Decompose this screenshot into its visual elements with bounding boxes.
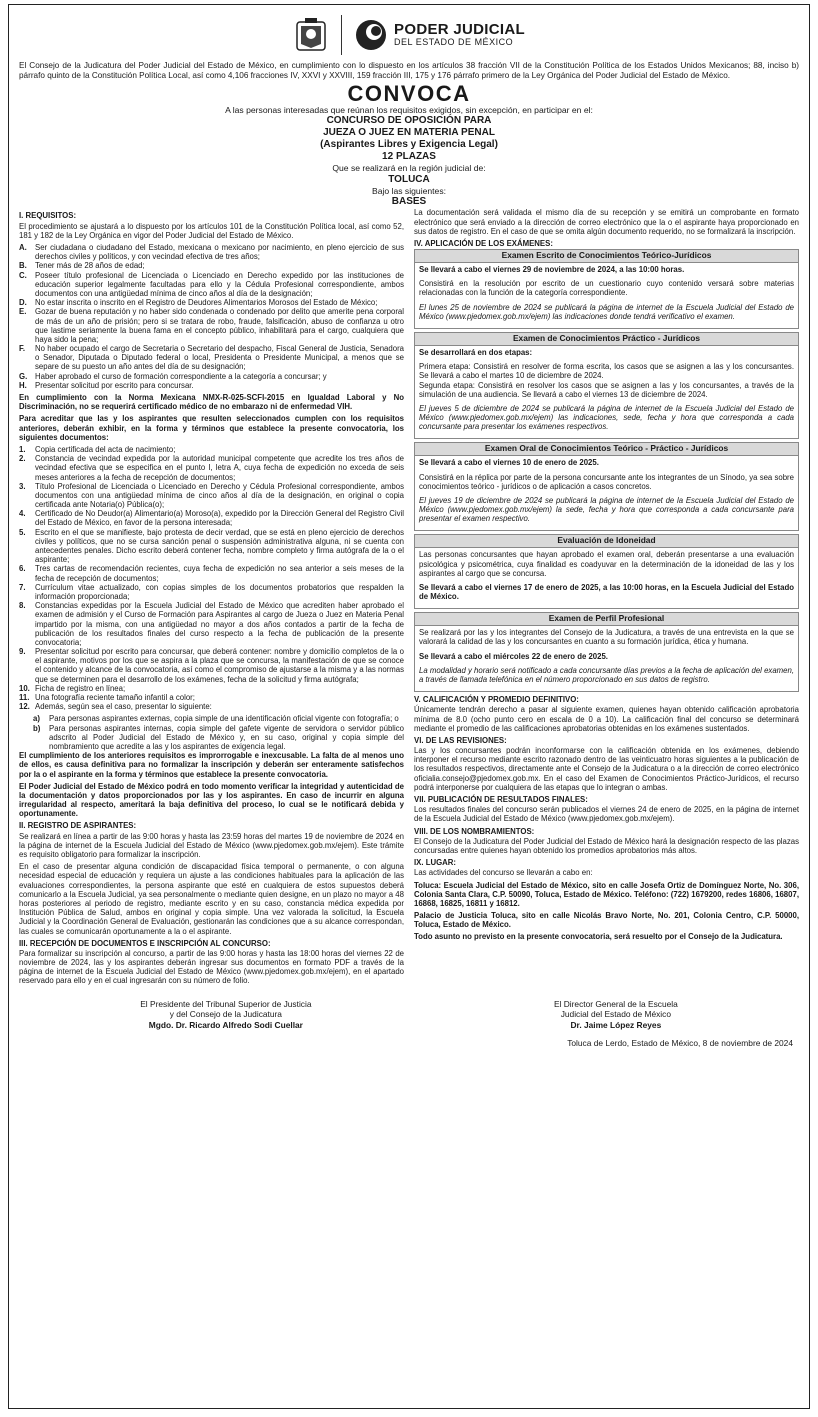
revisions-text: Las y los concursantes podrán inconformarse con la calificación obtenida en los exámenes, debiendo interponer el recurso mediante escrito razonado dentro de las veinticuatro horas siguientes a la publicación de los resultados respectivos, directamente ante el Consejo de la Judicatura o a la dirección de correo electrónico oficialia.consejo@pjedomex.gob.mx. En el caso del Examen de Conocimientos Práctico-Jurídicos, el recurso podrá interponerse por cualquiera de las etapas que lo integran o ambas. [414, 746, 799, 792]
exam-box-title: Examen Oral de Conocimientos Teórico - Práctico - Jurídicos [415, 443, 798, 456]
exam-box-title: Examen de Conocimientos Práctico - Jurídicos [415, 333, 798, 346]
documents-sublist [19, 714, 404, 751]
poder-judicial-logo-icon [354, 18, 388, 52]
brand [354, 18, 525, 52]
disability-text: En el caso de presentar alguna condición de discapacidad física temporal o permanente, o con alguna necesidad especial de educación y requiera un ajuste a las condiciones habituales para la aplicación de las evaluaciones correspondientes, la persona aspirante que esté en cualquiera de estos supuestos deberá comunicarlo a la Escuela Judicial, ya sea personalmente o mediante quien designe, en un plazo no mayor a 48 horas posteriores al periodo de registro, mediante escrito y en su caso, constancia médica expedida por Institución Pública de Salud, ambos en original y copia simple. Una vez valorada la solicitud, la Escuela Judicial y la Coordinación General de Evaluación, gestionarán las condiciones que a su alcance correspondan, las cuales se comunicarán oportunamente a la o el aspirante. [19, 862, 404, 936]
list-item: 9. Presentar solicitud por escrito para concursar, que deberá contener: nombre y domicilio completos de la o el aspirante, motivos por los que se aspira a la plaza que se concursa, la manifestación de que se conoce el contenido y alcance de la convocatoria, así como el compromiso de ajustarse a la misma y a las normas que se determinen para el desarrollo de los exámenes, fecha de la solicitud y firma autógrafa; [19, 647, 404, 684]
contest-line-2: JUEZA O JUEZ EN MATERIA PENAL [323, 127, 495, 139]
exam-note: El jueves 19 de diciembre de 2024 se publicará la página de internet de la Escuela Judicial del Estado de México (www.pjedomex.gob.mx/ejem) la sede, fecha y hora que corresponda a cada concursante para presentar el examen respectivo. [419, 495, 794, 524]
list-item: D. No estar inscrita o inscrito en el Registro de Deudores Alimentarios Morosos del Estado de México; [19, 298, 378, 308]
list-item: 11. Una fotografía reciente tamaño infantil a color; [19, 693, 195, 703]
exam-description: Consistirá en la réplica por parte de la persona concursante ante los integrantes de un Sínodo, ya sea sobre conocimientos teórico - jurídicos o de aplicación a casos concretos. [419, 472, 794, 491]
list-item: F. No haber ocupado el cargo de Secretaria o Secretario del despacho, Fiscal General de Justicia, Senadora o Senador, Diputada o Diputado federal o local, Presidenta o Presidente Municipal, a menos que se separe de su puesto un año antes del día de su designación; [19, 344, 404, 372]
requirements-list [19, 243, 404, 390]
list-item: C. Poseer título profesional de Licenciada o Licenciado en Derecho expedido por las instituciones de educación superior legalmente facultadas para ello y la Cédula Profesional correspondiente, ambos documentos con una antigüedad mínima de cinco años al día de la designación; [19, 270, 404, 298]
exam-box-profile [414, 612, 799, 692]
list-item: 4. Certificado de No Deudor(a) Alimentario(a) Moroso(a), expedido por la Dirección General del Registro Civil del Estado de México, en favor de la persona interesada; [19, 509, 404, 528]
signature-left: El Presidente del Tribunal Superior de Justicia y del Consejo de la Judicatura Mgdo. Dr. Ricardo Alfredo Sodi Cuellar [140, 998, 312, 1030]
place-text: Las actividades del concurso se llevarán a cabo en: [414, 868, 593, 878]
brand-subtitle: DEL ESTADO DE MÉXICO [394, 37, 514, 48]
header-divider [341, 15, 342, 55]
exam-date: Se llevará a cabo el viernes 17 de enero de 2025, a las 10:00 horas, en la Escuela Judicial del Estado de México. [419, 582, 794, 602]
list-item: E. Gozar de buena reputación y no haber sido condenada o condenado por delito que amerite pena corporal de más de un año de prisión; pero si se tratara de robo, fraude, falsificación, abuso de confianza u otro que lastime seriamente la buena fama en el concepto público, inhabilitará para el cargo, cualquiera que haya sido la pena; [19, 307, 404, 344]
body-columns [19, 208, 799, 988]
exam-intro: Se desarrollará en dos etapas: [419, 347, 533, 357]
exam-box-idoneidad [414, 534, 799, 609]
list-item: A. Ser ciudadana o ciudadano del Estado, mexicana o mexicano por nacimiento, en pleno ejercicio de sus derechos civiles y políticos, y con vecindad efectiva de tres años; [19, 243, 404, 262]
signatures [19, 999, 799, 1031]
documents-intro: Para acreditar que las y los aspirantes que resulten seleccionados cumplen con los requisitos anteriores, deberán exhibir, en la forma y términos que establece la presente convocatoria, los siguientes documentos: [19, 414, 404, 442]
verification-notice: El Poder Judicial del Estado de México podrá en todo momento verificar la integridad y autenticidad de la documentación y datos proporcionados por las y los aspirantes. En caso de incurrir en alguna irregularidad al respecto, ameritará la baja definitiva del proceso, lo cual se le notificará debida y oportunamente. [19, 781, 404, 819]
list-item: 2. Constancia de vecindad expedida por la autoridad municipal competente que acredite los tres años de vecindad efectiva que se especifica en el punto I, letra A, cuya fecha de expedición no exceda de seis meses anteriores a la fecha de recepción de documentos; [19, 454, 404, 482]
list-item: 7. Currículum vitae actualizado, con copias simples de los documentos probatorios que respalden la información proporcionada; [19, 582, 404, 601]
exam-box-title: Evaluación de Idoneidad [415, 535, 798, 548]
contest-line-1: CONCURSO DE OPOSICIÓN PARA [326, 115, 492, 127]
section-registration-title: II. REGISTRO DE ASPIRANTES: [19, 821, 137, 831]
list-item: 3. Título Profesional de Licenciada o Licenciado en Derecho y Cédula Profesional correspondiente, ambos documentos con una antigüedad mínima de cinco años al día de la designación, en original o copia certificada ante Notaria(o) Pública(o); [19, 481, 404, 510]
exam-box-practical [414, 332, 799, 439]
exam-note: La modalidad y horario será notificado a cada concursante días previos a la fecha de aplicación del examen, a través de llamada telefónica en el número proporcionado en sus datos de registro. [419, 665, 794, 684]
subtitle: A las personas interesadas que reúnan los requisitos exigidos, sin excepción, en participar en el: [225, 105, 593, 115]
place-and-date: Toluca de Lerdo, Estado de México, 8 de noviembre de 2024 [567, 1038, 793, 1049]
list-item: 10. Ficha de registro en línea; [19, 683, 126, 693]
grading-text: Únicamente tendrán derecho a pasar al siguiente examen, quienes hayan obtenido calificación aprobatoria mínima de 8.0 (ocho punto cero en escala de 0 a 10). La calificación final del concurso se determinará mediante el promedio de las calificaciones aprobatorias obtenidas en los exámenes sustentados. [414, 705, 799, 733]
exam-box-title: Examen de Perfil Profesional [415, 613, 798, 626]
section-appointments-title: VIII. DE LOS NOMBRAMIENTOS: [414, 826, 535, 836]
intro-paragraph: El Consejo de la Judicatura del Poder Judicial del Estado de México, en cumplimiento con lo dispuesto en los artículos 38 fracción VII de la Constitución Política de los Estados Unidos Mexicanos; 88, inciso b) párrafo quinto de la Constitución Política Local, así como 4,106 fracciones IV, XXVI y XXVIII, 159 fracción III, 175 y 176 párrafo primero de la Ley Orgánica del Poder Judicial del Estado de México. [19, 61, 799, 80]
list-item: 6. Tres cartas de recomendación recientes, cuya fecha de expedición no sea anterior a seis meses de la fecha de recepción de documentos; [19, 564, 404, 583]
section-exams-title: IV. APLICACIÓN DE LOS EXÁMENES: [414, 239, 553, 249]
appointments-text: El Consejo de la Judicatura del Poder Judicial del Estado de México hará la designación respecto de las plazas concursadas entre quienes hayan obtenido los promedios aprobatorios más altos. [414, 836, 799, 855]
list-item: 5. Escrito en el que se manifieste, bajo protesta de decir verdad, que se está en pleno ejercicio de derechos civiles y políticos, que no se cursa sanción penal o suspensión administrativa alguna, ni se cuenta con antecedentes penales. Dicho escrito deberá contener fecha, nombre completo y firma autógrafa de la o el aspirante; [19, 527, 404, 565]
place-address-1: Toluca: Escuela Judicial del Estado de México, sito en calle Josefa Ortiz de Domínguez Norte, No. 306, Colonia Santa Clara, C.P. 50090, Toluca, Estado de México. Teléfono: (722) 1679200, redes 16806, 16807, 16868, 16825, 16811 y 16812. [414, 880, 799, 908]
list-item: a) Para personas aspirantes externas, copia simple de una identificación oficial vigente con fotografía; o [33, 714, 399, 724]
header [19, 13, 799, 57]
section-revisions-title: VI. DE LAS REVISIONES: [414, 735, 507, 745]
exam-stage-1: Primera etapa: Consistirá en resolver de forma escrita, los casos que se asignen a las y los concursantes. Se llevará a cabo el martes 10 de diciembre de 2024. [419, 362, 794, 381]
right-column [414, 208, 799, 988]
contest-line-4: 12 PLAZAS [382, 151, 436, 163]
left-column [19, 208, 404, 988]
reception-text: Para formalizar su inscripción al concurso, a partir de las 9:00 horas y hasta las 18:00 horas del viernes 22 de noviembre de 2024, las y los aspirantes deberán ingresar sus documentos en formato PDF a través de la página de internet de la Escuela Judicial del Estado de México (www.pjedomex.gob.mx/ejem), en el apartado reservado para ello y en el cual ingresarán con su número de folio. [19, 948, 404, 986]
registration-text: Se realizará en línea a partir de las 9:00 horas y hasta las 23:59 horas del martes 19 de noviembre de 2024 en la página de internet de la Escuela Judicial del Estado de México (www.pjedomex.gob.mx/ejem). Este trámite es requisito obligatorio para formalizar la inscripción. [19, 831, 404, 860]
list-item: 8. Constancias expedidas por la Escuela Judicial del Estado de México que acrediten haber aprobado el examen de admisión y el Curso de Formación para Aspirantes al cargo de Jueza o Juez en Materia Penal impartido por la misma, con una antigüedad no mayor a dos años contados a partir de la fecha de publicación de los resultados finales del curso respecto a la fecha de publicación de la presente convocatoria; [19, 601, 404, 647]
exam-box-written [414, 249, 799, 329]
state-coat-of-arms-icon [293, 16, 329, 54]
list-item: b) Para personas aspirantes internas, copia simple del gafete vigente de servidora o servidor público adscrito al Poder Judicial del Estado de México y, en su caso, original y copia simple del nombramiento que acredite a las y los aspirantes de exigencia legal. [33, 723, 404, 751]
validation-text: La documentación será validada el mismo día de su recepción y se emitirá un comprobante en formato electrónico que será enviado a la dirección de correo electrónico que la o el aspirante haya proporcionado en sus datos de registro. En el caso de que se omita algún documento requerido, no se formalizará la inscripción. [414, 208, 799, 236]
exam-note: El jueves 5 de diciembre de 2024 se publicará la página de internet de la Escuela Judicial del Estado de México (www.pjedomex.gob.mx/ejem) las indicaciones, sede, fecha y hora que corresponda a cada concursante para presentar los exámenes respectivos. [419, 403, 794, 432]
results-text: Los resultados finales del concurso serán publicados el viernes 24 de enero de 2025, en la página de internet de la Escuela Judicial del Estado de México (www.pjedomex.gob.mx/ejem). [414, 805, 799, 824]
brand-title: PODER JUDICIAL [394, 21, 525, 39]
exam-stage-2: Segunda etapa: Consistirá en resolver los casos que se asignen a las y los concursantes, a través de la simulación de una audiencia. Se llevará a cabo el viernes 13 de diciembre de 2024. [419, 380, 794, 399]
exam-date: Se llevará a cabo el viernes 10 de enero de 2025. [419, 458, 599, 468]
bases-intro: Bajo las siguientes: [371, 185, 447, 196]
documents-list [19, 445, 404, 711]
compliance-notice: El cumplimiento de los anteriores requisitos es improrrogable e inexcusable. La falta de al menos uno de ellos, es causa definitiva para no formalizar la inscripción y deberán ser enteramente satisfechos por la o el aspirante en la forma y términos que establece la presente convocatoria. [19, 751, 404, 779]
section-results-title: VII. PUBLICACIÓN DE RESULTADOS FINALES: [414, 795, 588, 805]
exam-description: Consistirá en la resolución por escrito de un cuestionario cuyo contenido versará sobre materias relacionadas con la función de la categoría correspondiente. [419, 279, 794, 298]
contest-line-3: (Aspirantes Libres y Exigencia Legal) [320, 139, 498, 151]
list-item: 1. Copia certificada del acta de nacimiento; [19, 444, 176, 454]
section-requirements-title: I. REQUISITOS: [19, 211, 77, 221]
page-title: CONVOCA [347, 81, 471, 106]
exam-note: El lunes 25 de noviembre de 2024 se publicará la página de internet de la Escuela Judicial del Estado de México (www.pjedomex.gob.mx/ejem) las indicaciones donde tendrá verificativo el examen. [419, 302, 794, 321]
section-reception-title: III. RECEPCIÓN DE DOCUMENTOS E INSCRIPCIÓN AL CONCURSO: [19, 938, 271, 948]
exam-description: Se realizará por las y los integrantes del Consejo de la Judicatura, a través de una entrevista en la que se valorará la calidad de las y los concursantes en cuanto a su formación jurídica, ética y humana. [419, 628, 794, 647]
nmx-notice: En cumplimiento con la Norma Mexicana NMX-R-025-SCFI-2015 en Igualdad Laboral y No Discriminación, no se requerirá certificado médico de no embarazo ni de enfermedad VIH. [19, 393, 404, 412]
region-intro: Que se realizará en la región judicial de: [332, 163, 486, 174]
list-item: H. Presentar solicitud por escrito para concursar. [19, 380, 194, 390]
place-address-2: Palacio de Justicia Toluca, sito en calle Nicolás Bravo Norte, No. 201, Colonia Centro, C.P. 50000, Toluca, Estado de México. [414, 911, 799, 930]
section-place-title: IX. LUGAR: [414, 858, 457, 868]
exam-date: Se llevará a cabo el viernes 29 de noviembre de 2024, a las 10:00 horas. [419, 265, 685, 275]
signature-right: El Director General de la Escuela Judicial del Estado de México Dr. Jaime López Reyes [553, 998, 678, 1030]
closing-text: Todo asunto no previsto en la presente convocatoria, será resuelto por el Consejo de la Judicatura. [414, 932, 783, 942]
region: TOLUCA [388, 173, 430, 185]
list-item: G. Haber aprobado el curso de formación correspondiente a la categoría a concursar; y [19, 371, 327, 381]
bases-heading: BASES [391, 196, 427, 208]
document-page [8, 4, 810, 1409]
list-item: 12. Además, según sea el caso, presentar lo siguiente: [19, 702, 212, 712]
exam-date: Se llevará a cabo el miércoles 22 de enero de 2025. [419, 651, 608, 661]
exam-box-title: Examen Escrito de Conocimientos Teórico-Jurídicos [415, 250, 798, 263]
exam-description: Las personas concursantes que hayan aprobado el examen oral, deberán presentarse a una evaluación psicológica y psicométrica, cuya finalidad es coadyuvar en la determinación de la idoneidad de las y los aspirantes al cargo que se concursa. [419, 550, 794, 578]
requirements-intro: El procedimiento se ajustará a lo dispuesto por los artículos 101 de la Constitución Política local, así como 52, 181 y 182 de la Ley Orgánica en vigor del Poder Judicial del Estado de México. [19, 221, 404, 240]
list-item: B. Tener más de 28 años de edad; [19, 261, 145, 271]
exam-box-oral [414, 442, 799, 531]
section-grading-title: V. CALIFICACIÓN Y PROMEDIO DEFINITIVO: [414, 695, 579, 705]
